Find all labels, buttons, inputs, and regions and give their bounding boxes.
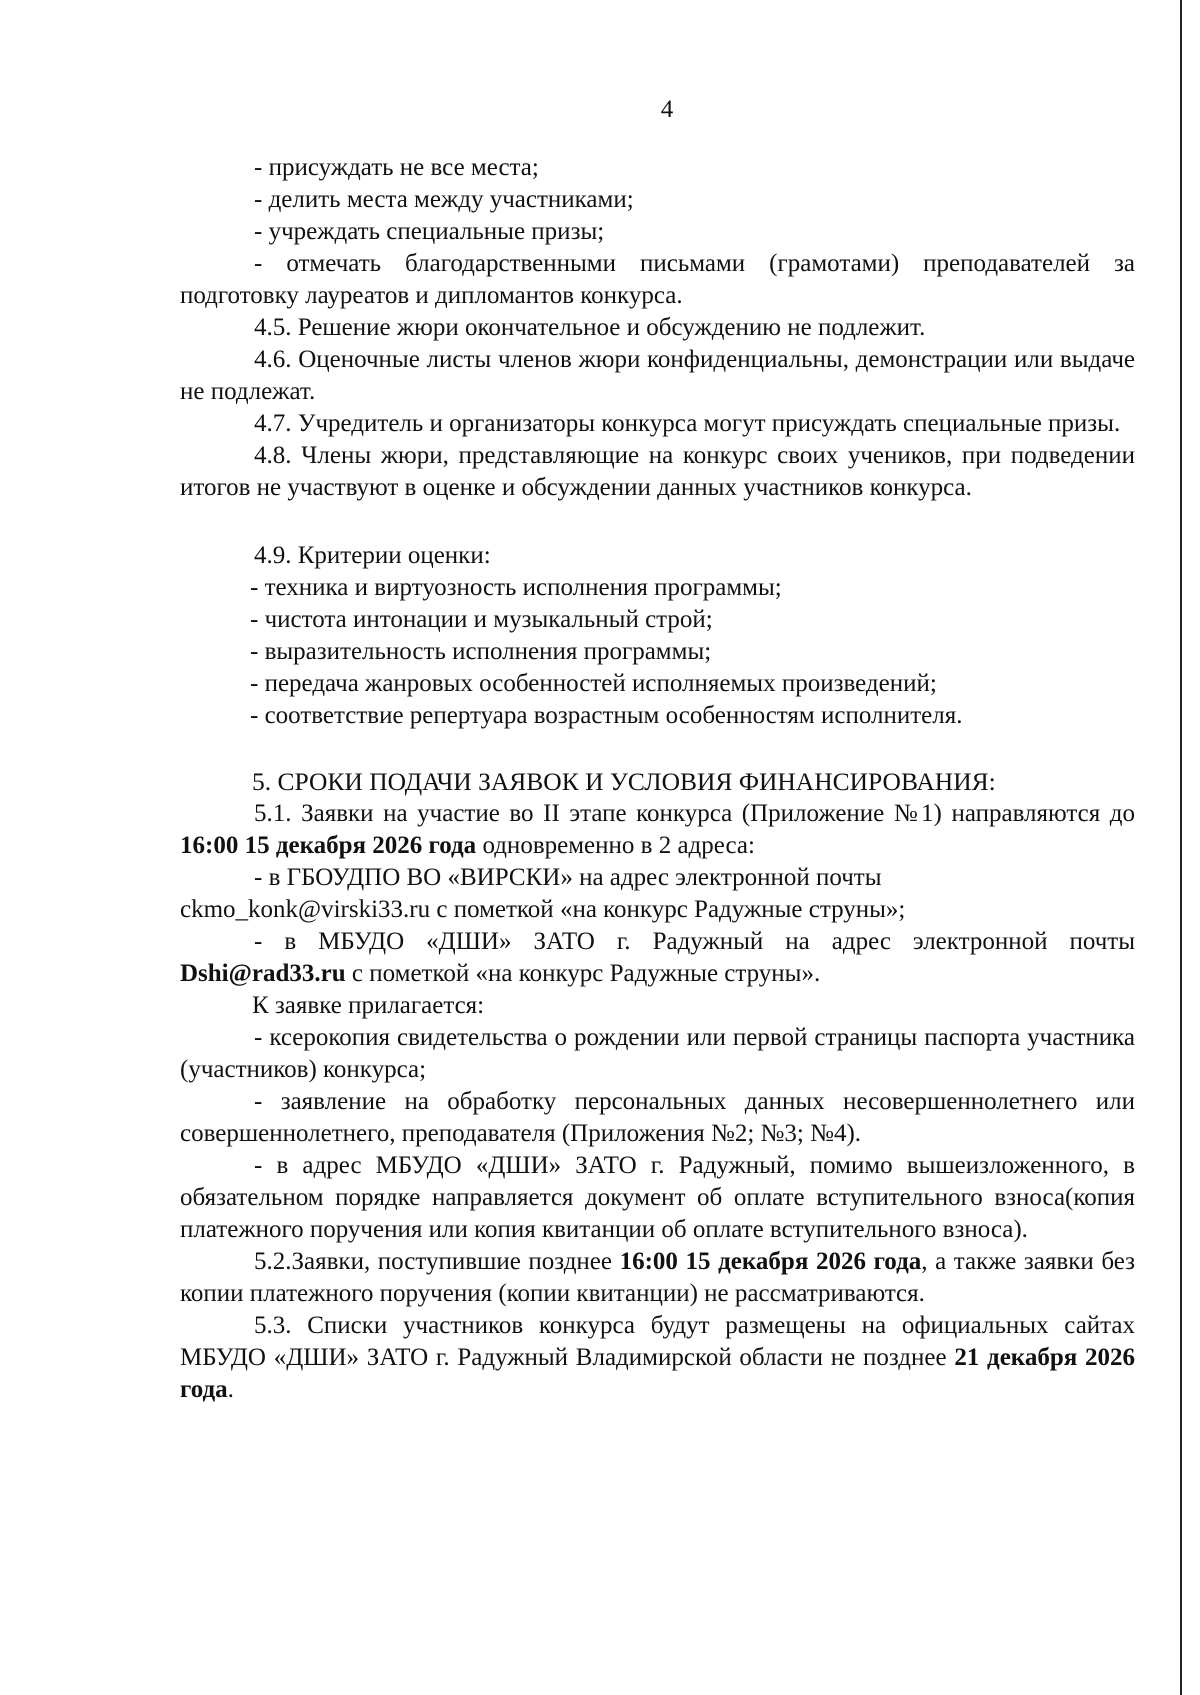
address-2-note: с пометкой «на конкурс Радужные струны».	[345, 960, 821, 987]
attachment-item: - ксерокопия свидетельства о рождении или первой страницы паспорта участника (участников) конкурса;	[180, 1024, 1135, 1083]
attachment-item: - заявление на обработку персональных данных несовершеннолетнего или совершеннолетнего, преподавателя (Приложения №2; №3; №4).	[180, 1088, 1135, 1147]
address-1-line: - в ГБОУДПО ВО «ВИРСКИ» на адрес электронной почты	[254, 864, 882, 891]
page-number: 4	[660, 96, 674, 123]
criteria-item: - передача жанровых особенностей исполняемых произведений;	[250, 670, 937, 697]
address-2-line: - в МБУДО «ДШИ» ЗАТО г. Радужный на адрес электронной почты	[254, 928, 1135, 955]
paragraph-4-7: 4.7. Учредитель и организаторы конкурса могут присуждать специальные призы.	[254, 410, 1121, 437]
email-link-dshi[interactable]: Dshi@rad33.ru	[180, 960, 346, 987]
p5-2-text: 5.2.Заявки, поступившие позднее	[254, 1248, 620, 1275]
spacer	[180, 504, 1135, 540]
deadline-date: 16:00 15 декабря 2026 года	[619, 1248, 922, 1275]
attachments-title: К заявке прилагается:	[252, 992, 485, 1019]
p5-3-text: 5.3. Списки участников конкурса будут размещены на официальных сайтах МБУДО «ДШИ» ЗАТО г. Радужный Владимирской области не позднее	[180, 1312, 1135, 1371]
deadline-date: 16:00 15 декабря 2026 года	[180, 832, 477, 859]
address-1	[180, 862, 1135, 926]
list-item: - делить места между участниками;	[254, 186, 634, 213]
criteria-item: - соответствие репертуара возрастным особенностям исполнителя.	[250, 702, 963, 729]
paragraph-4-6: 4.6. Оценочные листы членов жюри конфиденциальны, демонстрации или выдаче не подлежат.	[180, 346, 1135, 405]
paragraph-4-8: 4.8. Члены жюри, представляющие на конкурс своих учеников, при подведении итогов не участвуют в оценке и обсуждении данных участников конкурса.	[180, 442, 1135, 501]
attachment-item: - в адрес МБУДО «ДШИ» ЗАТО г. Радужный, помимо вышеизложенного, в обязательном порядке направляется документ об оплате вступительного взноса(копия платежного поручения или копия квитанции об оплате вступительного взноса).	[180, 1152, 1135, 1243]
paragraph-5-1	[180, 798, 1135, 862]
paragraph-4-5: 4.5. Решение жюри окончательное и обсуждению не подлежит.	[254, 314, 926, 341]
document-body	[180, 152, 1135, 1406]
paragraph-5-3	[180, 1310, 1135, 1406]
list-item: - присуждать не все места;	[254, 154, 539, 181]
p5-1-text-end: одновременно в 2 адреса:	[476, 832, 755, 859]
address-2	[180, 926, 1135, 990]
criteria-item: - чистота интонации и музыкальный строй;	[250, 606, 713, 633]
spacer	[180, 732, 1135, 766]
section-5-heading: 5. СРОКИ ПОДАЧИ ЗАЯВОК И УСЛОВИЯ ФИНАНСИРОВАНИЯ:	[252, 767, 996, 796]
list-item: - учреждать специальные призы;	[254, 218, 605, 245]
criteria-item: - техника и виртуозность исполнения программы;	[250, 574, 782, 601]
paragraph-5-2	[180, 1246, 1135, 1310]
publication-date: 21 декабря 2026 года	[180, 1344, 1135, 1403]
p5-1-text: 5.1. Заявки на участие во II этапе конкурса (Приложение №1) направляются до	[254, 800, 1135, 827]
p5-3-text-end: .	[227, 1376, 234, 1403]
p5-2-text-end: , а также заявки без копии платежного поручения (копии квитанции) не рассматриваются.	[180, 1248, 1135, 1307]
address-1-note: с пометкой «на конкурс Радужные струны»;	[430, 896, 906, 923]
criteria-title: 4.9. Критерии оценки:	[254, 542, 491, 569]
scan-edge-line	[1180, 0, 1182, 1695]
criteria-item: - выразительность исполнения программы;	[250, 638, 712, 665]
list-item: - отмечать благодарственными письмами (грамотами) преподавателей за подготовку лауреатов и дипломантов конкурса.	[180, 250, 1135, 309]
email-link-virski[interactable]: ckmo_konk@virski33.ru	[180, 896, 431, 923]
